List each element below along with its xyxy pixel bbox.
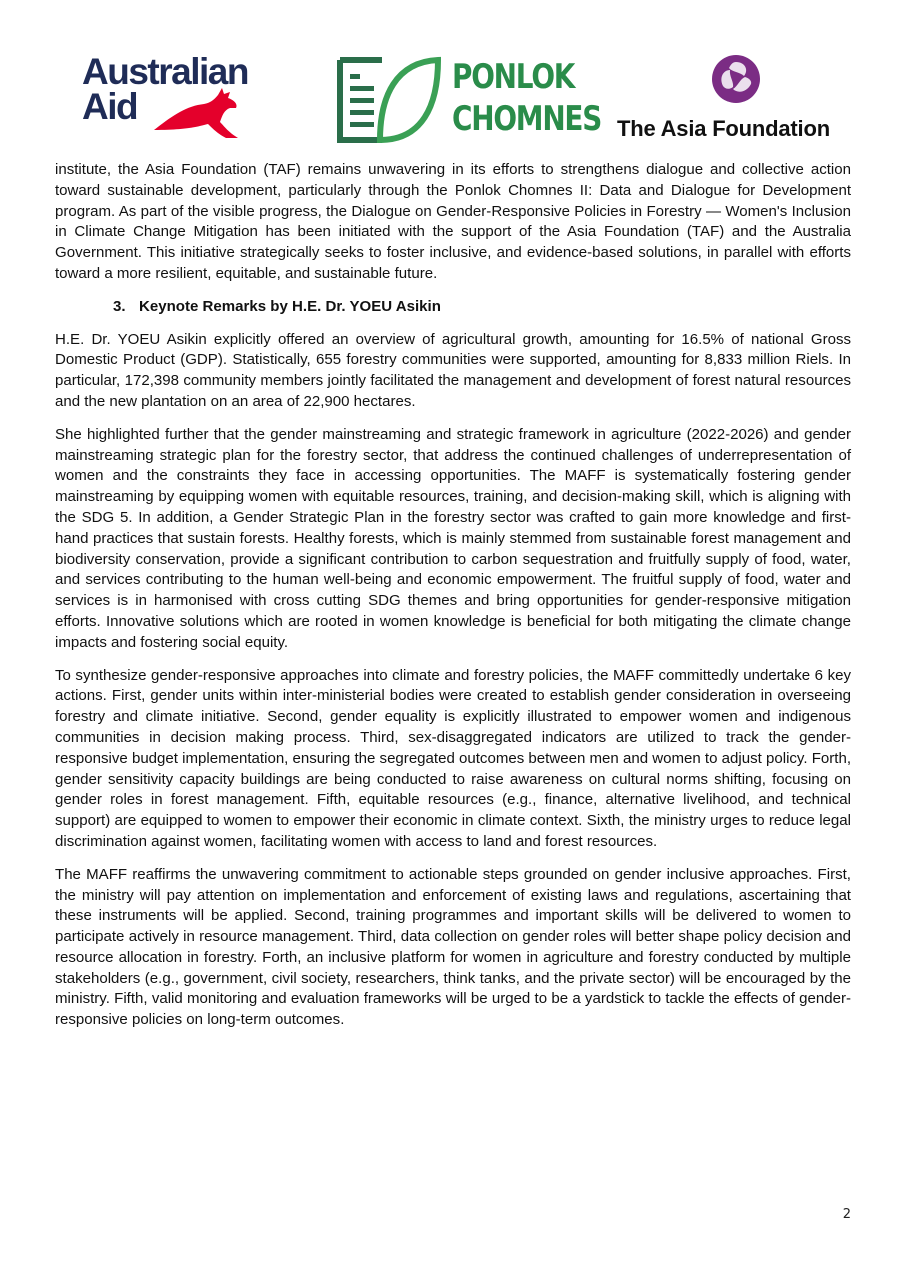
document-body: [55, 160, 851, 1043]
header-logos: [0, 0, 905, 150]
australian-aid-logo-line2: Aid: [82, 86, 138, 127]
paragraph-1: H.E. Dr. YOEU Asikin explicitly offered an overview of agricultural growth, amounting for 16.5% of national Gross Domestic Product (GDP). Statistically, 655 forestry communities were supported, amounting for 8,833 million Riels. In particular, 172,398 community members jointly facilitated the management and development of forest natural resources and the new plantation on an area of 22,900 hectares.: [55, 330, 851, 410]
ponlok-chomnes-wordmark: [452, 56, 601, 140]
asia-foundation-emblem-icon: [711, 54, 761, 104]
paragraph-4: The MAFF reaffirms the unwavering commitment to actionable steps grounded on gender inclusive approaches. First, the ministry will pay attention on implementation and enforcement of existing laws and regulations, ascertaining that these instruments will be applied. Second, training programmes and important skills will be delivered to women to participate actively in resource management. Third, data collection on gender roles will better shape policy decision and resource allocation in forestry. Forth, an inclusive platform for women in agriculture and forestry conducted by multiple stakeholders (e.g., government, civil society, researchers, think tanks, and the private sector) will be encouraged by the ministry. Fifth, valid monitoring and evaluation frameworks will be urged to be a yardstick to tackle the effects of gender-responsive policies on long-term outcomes.: [55, 865, 851, 1029]
asia-foundation-logo: [614, 54, 859, 144]
section-number: 3.: [113, 297, 126, 315]
paragraph-3: To synthesize gender-responsive approaches into climate and forestry policies, the MAFF committedly undertake 6 key actions. First, gender units within inter-ministerial bodies were created to establish gender consideration in overseeing forestry and climate initiative. Second, gender equality is explicitly illustrated to empower women and indigenous communities in decision making process. Third, sex-disaggregated indicators are utilized to track the gender-responsive budget implementation, ensuring the segregated outcomes between men and women to adjust policy. Forth, gender sensitivity capacity buildings are being conducted to raise awareness on cultural norms shifting, focusing on gender roles in forest management. Fifth, equitable resources (e.g., finance, alternative livelihood, and technical support) are equipped to women to empower their economic in climate context. Sixth, the ministry urges to reduce legal discrimination against women, facilitating women with access to land and forest resources.: [55, 666, 852, 850]
paragraph-intro: institute, the Asia Foundation (TAF) remains unwavering in its efforts to strengthens dialogue and collective action toward sustainable development, particularly through the Ponlok Chomnes II: Data and Dialogue for Development program. As part of the visible progress, the Dialogue on Gender-Responsive Policies in Forestry — Women's Inclusion in Climate Change Mitigation has been initiated with the support of the Asia Foundation (TAF) and the Australia Government. This initiative strategically seeks to foster inclusive, and evidence-based solutions, in parallel with efforts toward a more resilient, equitable, and sustainable future.: [55, 161, 851, 282]
paragraph-2: She highlighted further that the gender mainstreaming and strategic framework in agriculture (2022-2026) and gender mainstreaming strategic plan for the forestry sector, that address the continued challenges of underrepresentation of women and the constraints they face in accessing opportunities. The MAFF is systematically fostering gender mainstreaming by equipping women with equitable resources, training, and decision-making skill, which is aligning with the SDG 5. In addition, a Gender Strategic Plan in the forestry sector was crafted to gain more knowledge and first-hand practices that sustain forests. Healthy forests, which is mainly stemmed from sustainable forest management and biodiversity conservation, provide a significant contribution to carbon sequestration and fruitfully supply of food, water, and services contributing to the human well-being and economic empowerment. The fruitful supply of food, water and services is in harmonised with cross cutting SDG themes and bring opportunities for gender-responsive mitigation efforts. Innovative solutions which are rooted in women knowledge is beneficial for both mitigating the climate change impacts and fostering social equity.: [55, 425, 851, 651]
section-title: Keynote Remarks by H.E. Dr. YOEU Asikin: [139, 297, 441, 315]
ponlok-chomnes-logo: [336, 56, 602, 144]
section-heading: [113, 297, 851, 318]
australian-aid-logo: [82, 51, 278, 146]
ponlok-wordmark-line1: PONLOK: [452, 57, 575, 97]
kangaroo-icon: [152, 86, 244, 142]
document-leaf-icon: [336, 56, 444, 144]
asia-foundation-wordmark: The Asia Foundation: [617, 116, 830, 141]
australian-aid-logo-line1: Australian: [82, 51, 248, 92]
ponlok-wordmark-line2: CHOMNES: [452, 99, 602, 139]
page-number: 2: [842, 1207, 851, 1222]
